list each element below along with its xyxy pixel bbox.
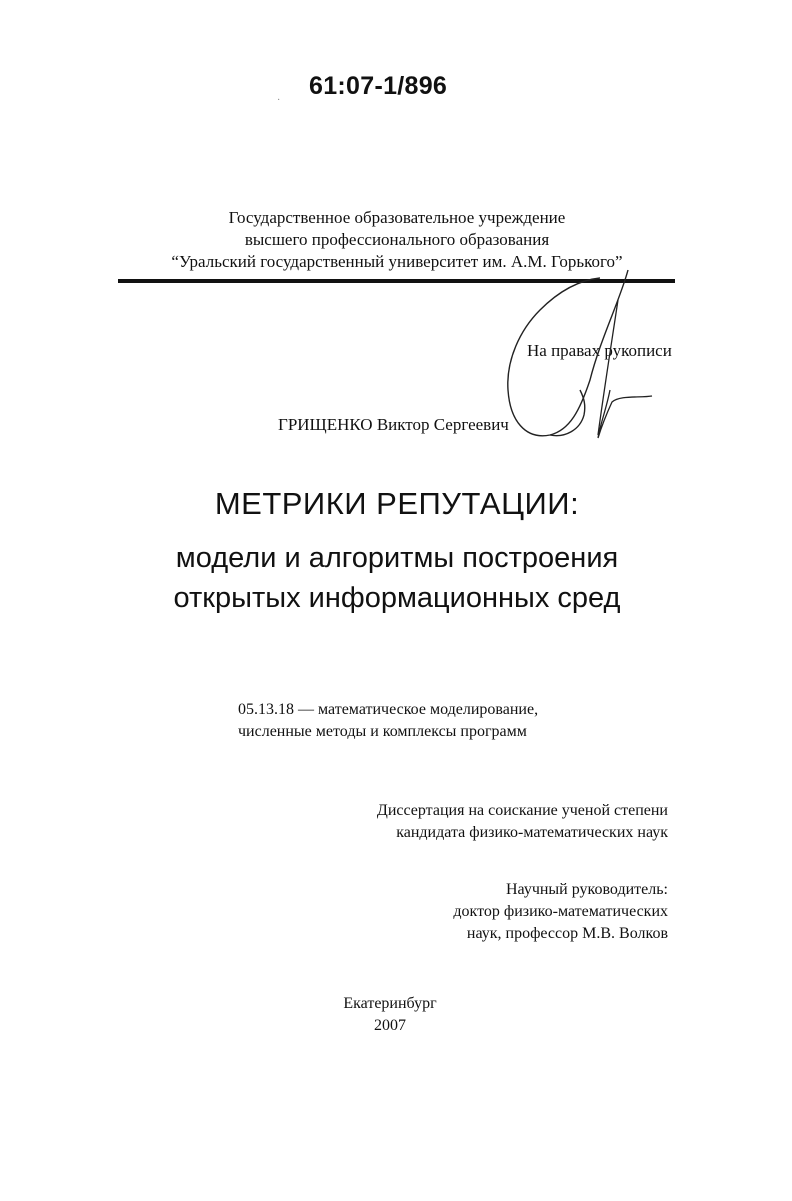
- degree-statement: [377, 800, 668, 844]
- degree-line-2: кандидата физико-математических наук: [396, 824, 668, 841]
- subtitle-line-2: открытых информационных сред: [173, 582, 621, 614]
- institution-line-2: высшего профессионального образования: [244, 230, 550, 249]
- advisor-line-1: Научный руководитель:: [505, 881, 668, 898]
- specialty-line-2: численные методы и комплексы программ: [238, 723, 527, 740]
- advisor-line-2: доктор физико-математических: [453, 903, 668, 920]
- year: 2007: [374, 1017, 406, 1034]
- dissertation-subtitle: [60, 538, 734, 618]
- institution-line-1: Государственное образовательное учреждение: [228, 208, 566, 227]
- place-and-year: [300, 993, 480, 1037]
- city: Екатеринбург: [343, 995, 437, 1012]
- advisor-line-3: наук, профессор М.В. Волков: [466, 925, 668, 942]
- handwritten-signature: [480, 240, 680, 480]
- subtitle-line-1: модели и алгоритмы построения: [175, 542, 619, 574]
- specialty-code: [238, 699, 538, 743]
- archive-code: 61:07-1/896: [309, 72, 448, 100]
- dissertation-title: МЕТРИКИ РЕПУТАЦИИ:: [214, 486, 580, 521]
- scan-mark-icon: ·: [277, 95, 281, 106]
- rights-note: На правах рукописи: [527, 341, 672, 360]
- institution-line-3: “Уральский государственный университет им. А.М. Горького”: [171, 252, 623, 271]
- degree-line-1: Диссертация на соискание ученой степени: [376, 802, 668, 819]
- specialty-line-1: 05.13.18 — математическое моделирование,: [238, 701, 539, 718]
- scientific-advisor: [453, 879, 668, 945]
- author-name: ГРИЩЕНКО Виктор Сергеевич: [278, 415, 509, 434]
